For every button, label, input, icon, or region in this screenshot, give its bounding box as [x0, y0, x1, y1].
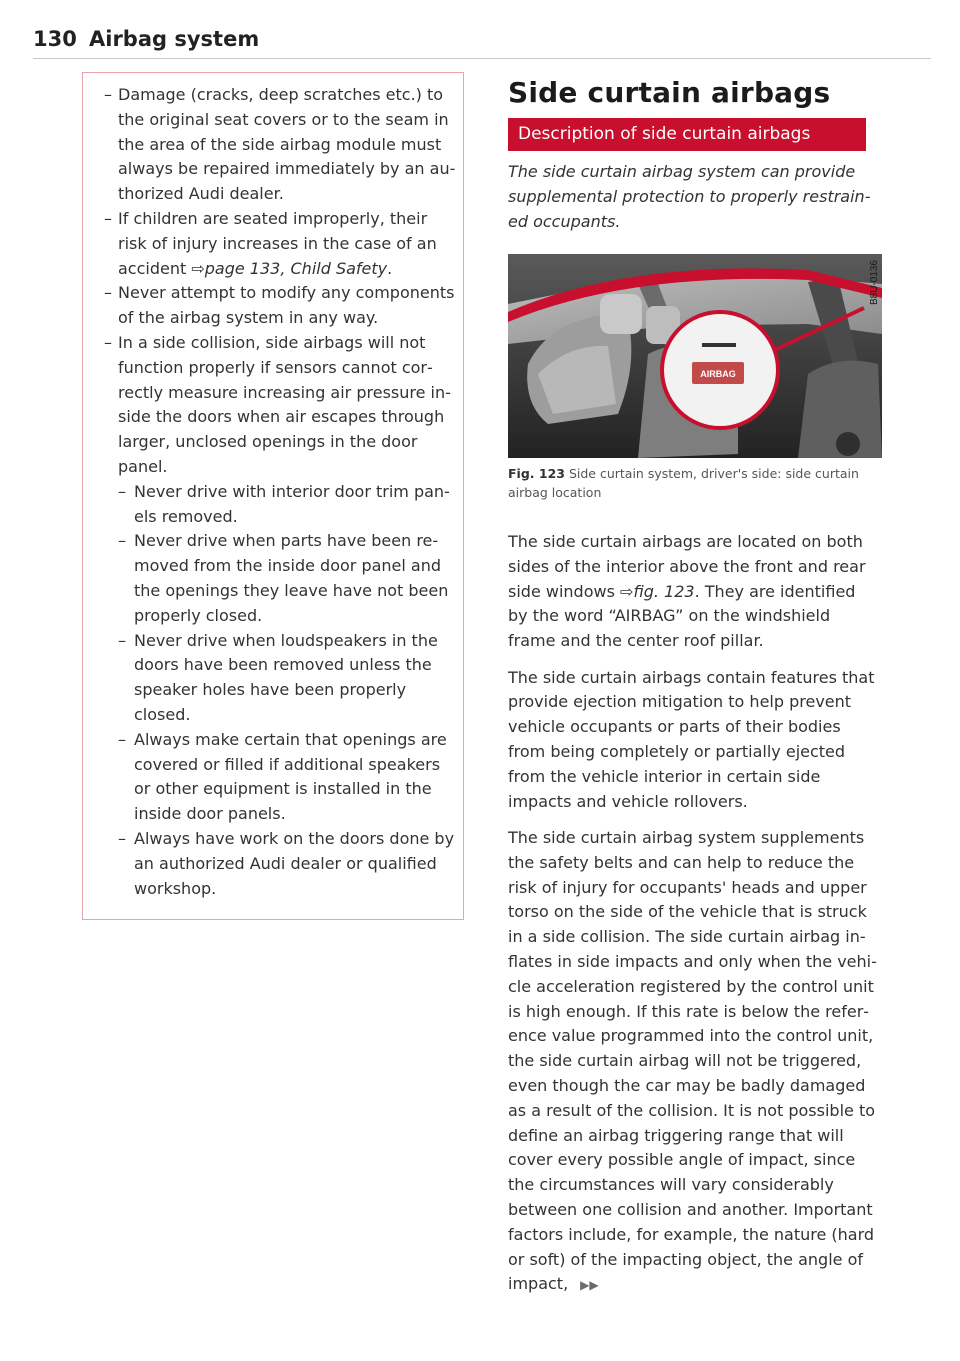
paragraph: The side curtain airbag system supplements the safety belts and can help to reduce the risk of injury for occupants' heads and upper torso on the side of the vehicle that is struck in a side collision. The side curtain airbag inflates in side impacts and only when the vehicle acceleration registered by the control unit is high enough. If this rate is below the reference value programmed into the control unit, the side curtain airbag will not be triggered, even though the car may be badly damaged as a result of the collision. It is not possible to define an airbag triggering range that will cover every possible angle of impact, since the circumstances will vary considerably between one collision and another. Important factors include, for example, the nature (hard or soft) of the impacting object, the angle of impact, ▶▶	[508, 827, 877, 1294]
airbag-label: AIRBAG	[700, 369, 736, 379]
body-text	[508, 530, 880, 1310]
page-reference-link[interactable]: page 133, Child Safety	[204, 258, 388, 278]
figure-caption-text: Side curtain system, driver's side: side curtain airbag location	[508, 466, 859, 500]
warning-subitem: – Always have work on the doors done by an authorized Audi dealer or qualified workshop.	[104, 827, 460, 901]
figure-caption	[508, 464, 882, 502]
warning-item: – Damage (cracks, deep scratches etc.) to the original seat covers or to the seam in the area of the side airbag module must always be repaired immediately by an authorized Audi dealer.	[104, 83, 460, 207]
subheading-bar: Description of side curtain airbags	[508, 118, 866, 151]
warning-subitem: – Never drive when loudspeakers in the doors have been removed unless the speaker holes have been properly closed.	[104, 629, 460, 728]
page-header	[33, 18, 931, 59]
continue-arrow-icon: ▶▶	[580, 1278, 599, 1293]
warning-subitem: – Never drive with interior door trim panels removed.	[104, 480, 460, 530]
warning-item: – Never attempt to modify any components of the airbag system in any way.	[104, 281, 460, 331]
intro-text: The side curtain airbag system can provide supplemental protection to properly restrained occupants.	[508, 162, 871, 231]
warning-item: – If children are seated improperly, their risk of injury increases in the case of an accident ⇨page 133, Child Safety.	[104, 207, 460, 281]
main-heading: Side curtain airbags	[508, 76, 831, 109]
warning-subitem: – Never drive when parts have been removed from the inside door panel and the openings they leave have not been properly closed.	[104, 529, 460, 628]
figure-side-curtain	[508, 254, 882, 458]
paragraph: The side curtain airbags contain features that provide ejection mitigation to help prevent vehicle occupants or parts of their bodies from being completely or partially ejected from the vehicle interior in certain side impacts and vehicle rollovers.	[508, 667, 875, 811]
warning-subitem: – Always make certain that openings are covered or filled if additional speakers or other equipment is installed in the inside door panels.	[104, 728, 460, 827]
warning-item: – In a side collision, side airbags will not function properly if sensors cannot correctly measure increasing air pressure inside the doors when air escapes through larger, unclosed openings in the door panel.	[104, 331, 460, 480]
section-title: Airbag system	[89, 27, 260, 51]
figure-code: B8U-0136	[869, 260, 880, 306]
figure-label: Fig. 123	[508, 466, 565, 481]
warning-list	[104, 83, 460, 901]
figure-reference-link[interactable]: fig. 123	[633, 581, 695, 601]
arrow-right-icon: ⇨	[620, 581, 634, 601]
page-number: 130	[33, 27, 77, 51]
side-curtain-illustration	[508, 254, 882, 458]
paragraph: The side curtain airbags are located on both sides of the interior above the front and rear side windows ⇨fig. 123. They are identified by the word “AIRBAG” on the windshield frame and the center roof pillar.	[508, 532, 866, 651]
arrow-right-icon: ⇨	[191, 258, 205, 278]
